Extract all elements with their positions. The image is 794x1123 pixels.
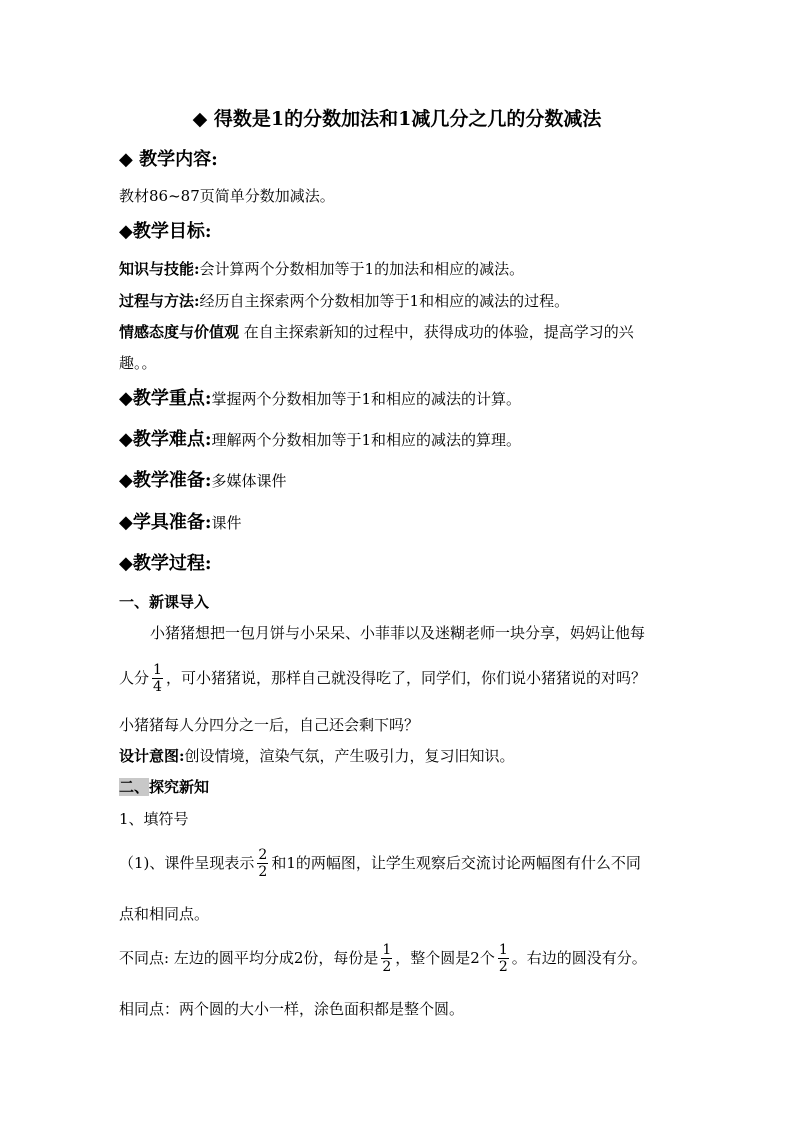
frac-num: 1 xyxy=(153,661,162,678)
emotion-text: 在自主探索新知的过程中，获得成功的体验，提高学习的兴 xyxy=(239,323,634,341)
frac-num: 1 xyxy=(498,941,508,958)
diff-end: 。右边的圆没有分。 xyxy=(511,949,647,967)
frac-den: 2 xyxy=(498,958,508,975)
knowledge-label: 知识与技能: xyxy=(119,260,200,278)
goal-emotion-cont: 趣。。 xyxy=(119,354,157,372)
key-label: ◆教学重点: xyxy=(119,388,212,409)
frac-den: 2 xyxy=(258,863,268,880)
design-label: 设计意图: xyxy=(119,747,185,765)
fraction-one-half-2 xyxy=(498,942,509,975)
goal-process xyxy=(119,291,569,311)
section-2-title xyxy=(119,777,209,797)
content-text: 教材86~87页简单分数加减法。 xyxy=(119,187,335,205)
process-text: 经历自主探索两个分数相加等于1和相应的减法的过程。 xyxy=(199,292,570,310)
key-text: 掌握两个分数相加等于1和相应的减法的计算。 xyxy=(211,390,522,408)
key-point xyxy=(119,389,521,409)
tools-label: ◆学具准备: xyxy=(119,512,212,533)
emotion-label: 情感态度与价值观 xyxy=(119,323,240,341)
frac-den: 4 xyxy=(153,678,162,695)
frac-num: 2 xyxy=(258,846,268,863)
section-1-title: 一、新课导入 xyxy=(119,593,210,611)
p2-start: 人分 xyxy=(119,669,150,687)
item-1: 1、填符号 xyxy=(119,810,189,828)
fraction-two-halves xyxy=(257,847,268,880)
difficulty-label: ◆教学难点: xyxy=(119,429,212,450)
diff-start: 不同点: 左边的圆平均分成2份，每份是 xyxy=(119,949,379,967)
process-label: 过程与方法: xyxy=(119,292,200,310)
goals-heading: ◆教学目标: xyxy=(119,221,212,242)
knowledge-text: 会计算两个分数相加等于1的加法和相应的减法。 xyxy=(199,260,525,278)
difficulty-point xyxy=(119,430,521,450)
difference-line xyxy=(119,938,647,978)
document-title: ◆ 得数是1的分数加法和1减几分之几的分数减法 xyxy=(192,108,602,130)
goal-emotion xyxy=(119,322,634,342)
diff-middle: ，整个圆是2个 xyxy=(395,949,495,967)
teaching-prep xyxy=(119,471,287,491)
tools-text: 课件 xyxy=(211,514,242,532)
frac-den: 2 xyxy=(382,958,392,975)
p2-end: ，可小猪猪说，那样自己就没得吃了，同学们，你们说小猪猪说的对吗？ xyxy=(165,669,646,687)
question-line: 小猪猪每人分四分之一后，自己还会剩下吗？ xyxy=(119,716,420,734)
goal-knowledge xyxy=(119,259,524,279)
fraction-one-half xyxy=(381,942,392,975)
question-1-cont: 点和相同点。 xyxy=(119,905,210,923)
q1-end: 和1的两幅图，让学生观察后交流讨论两幅图有什么不同 xyxy=(271,854,641,872)
content-heading: ◆ 教学内容: xyxy=(119,149,218,170)
same-line: 相同点：两个圆的大小一样，涂色面积都是整个圆。 xyxy=(119,1000,465,1018)
intro-paragraph-cont xyxy=(119,658,646,698)
design-intent xyxy=(119,746,515,766)
section-2-highlight: 二、 xyxy=(119,778,150,796)
design-text: 创设情境，渲染气氛，产生吸引力，复习旧知识。 xyxy=(184,747,515,765)
fraction-one-quarter xyxy=(152,662,163,695)
frac-num: 1 xyxy=(382,941,392,958)
student-tools xyxy=(119,513,242,533)
question-1 xyxy=(119,843,641,883)
q1-start: （1)、课件呈现表示 xyxy=(119,854,255,872)
prep-label: ◆教学准备: xyxy=(119,470,212,491)
intro-paragraph: 小猪猪想把一包月饼与小呆呆、小菲菲以及迷糊老师一块分享，妈妈让他每 xyxy=(150,624,646,642)
section-2-rest: 探究新知 xyxy=(149,778,210,796)
difficulty-text: 理解两个分数相加等于1和相应的减法的算理。 xyxy=(211,431,522,449)
process-heading: ◆教学过程: xyxy=(119,553,212,574)
prep-text: 多媒体课件 xyxy=(211,472,287,490)
